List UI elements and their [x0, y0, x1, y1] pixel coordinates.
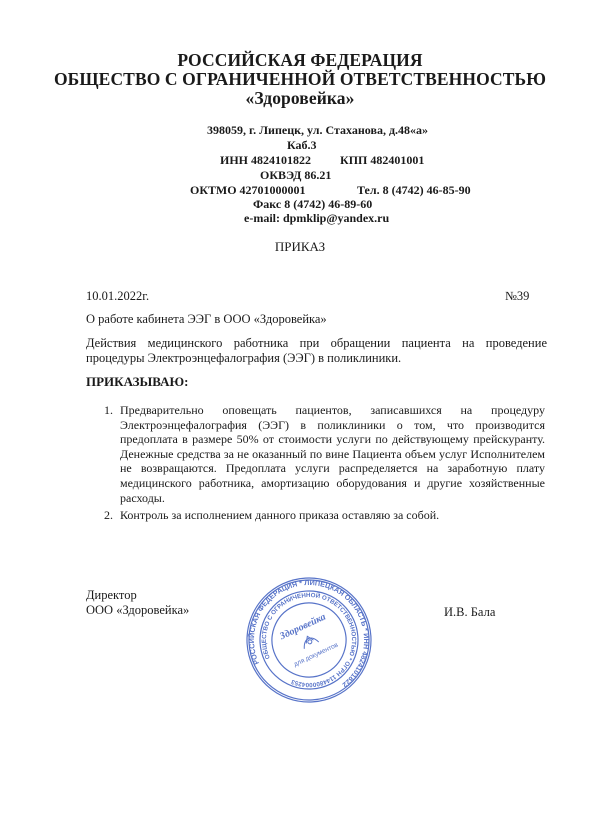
org-inn: ИНН 4824101822 [220, 153, 312, 167]
item-text: Контроль за исполнением данного приказа оставляю за собой. [120, 508, 440, 523]
org-oktmo: ОКТМО 42701000001 [190, 183, 306, 197]
svg-text:ОБЩЕСТВО С ОГРАНИЧЕННОЙ ОТВЕТС: ОБЩЕСТВО С ОГРАНИЧЕННОЙ ОТВЕТСТВЕННОСТЬЮ * ОГРН 1144800004253 [260, 591, 358, 689]
header-org-type: ОБЩЕСТВО С ОГРАНИЧЕННОЙ ОТВЕТСТВЕННОСТЬЮ [53, 69, 547, 89]
order-preamble: Действия медицинского работника при обращении пациента на проведение процедуры Электроэнцефалография (ЭЭГ) в поликлиники. [86, 336, 547, 365]
signer-position: Директор [86, 588, 137, 602]
header-org-name: «Здоровейка» [245, 88, 355, 108]
org-okved: ОКВЭД 86.21 [260, 168, 332, 182]
item-number: 2. [104, 508, 113, 523]
org-kpp: КПП 482401001 [340, 153, 425, 167]
item-text: Предварительно оповещать пациентов, записавшихся на процедуру Электроэнцефалография (ЭЭГ) в поликлиники о том, что производится предоплата в размере 50% от стоимости услуги по действующему прейскуранту. Денежные средства за не оказанный по вине Пациента объем услуг Исполнителем не возвращаются. Предоплата услуги распределяется на заработную плату медицинского работника, амортизацию оборудования и другие хозяйственные расходы. [120, 403, 545, 505]
order-command: ПРИКАЗЫВАЮ: [86, 374, 189, 389]
signer-name: И.В. Бала [444, 605, 496, 619]
list-item [85, 508, 545, 523]
order-date: 10.01.2022г. [86, 289, 150, 303]
list-item [85, 403, 545, 505]
svg-text:РОССИЙСКАЯ ФЕДЕРАЦИЯ * ЛИПЕЦКА: РОССИЙСКАЯ ФЕДЕРАЦИЯ * ЛИПЕЦКАЯ ОБЛАСТЬ * ИНН 4824101822 [246, 577, 372, 690]
org-fax: Факс 8 (4742) 46-89-60 [253, 197, 373, 211]
document-title: ПРИКАЗ [274, 239, 326, 254]
org-phone: Тел. 8 (4742) 46-85-90 [357, 183, 471, 197]
org-address: 398059, г. Липецк, ул. Стаханова, д.48«а» [207, 123, 429, 137]
order-items-list [85, 403, 545, 526]
order-subject: О работе кабинета ЭЭГ в ООО «Здоровейка» [86, 312, 327, 326]
header-country: РОССИЙСКАЯ ФЕДЕРАЦИЯ [177, 50, 423, 70]
signer-org: ООО «Здоровейка» [86, 603, 190, 617]
org-email: e-mail: dpmklip@yandex.ru [244, 211, 390, 225]
org-office: Каб.3 [287, 138, 317, 152]
svg-text:для документов: для документов [292, 641, 340, 669]
order-number: №39 [505, 289, 530, 303]
svg-text:Здоровейка: Здоровейка [278, 611, 328, 643]
company-seal [224, 555, 394, 725]
item-number: 1. [104, 403, 113, 417]
